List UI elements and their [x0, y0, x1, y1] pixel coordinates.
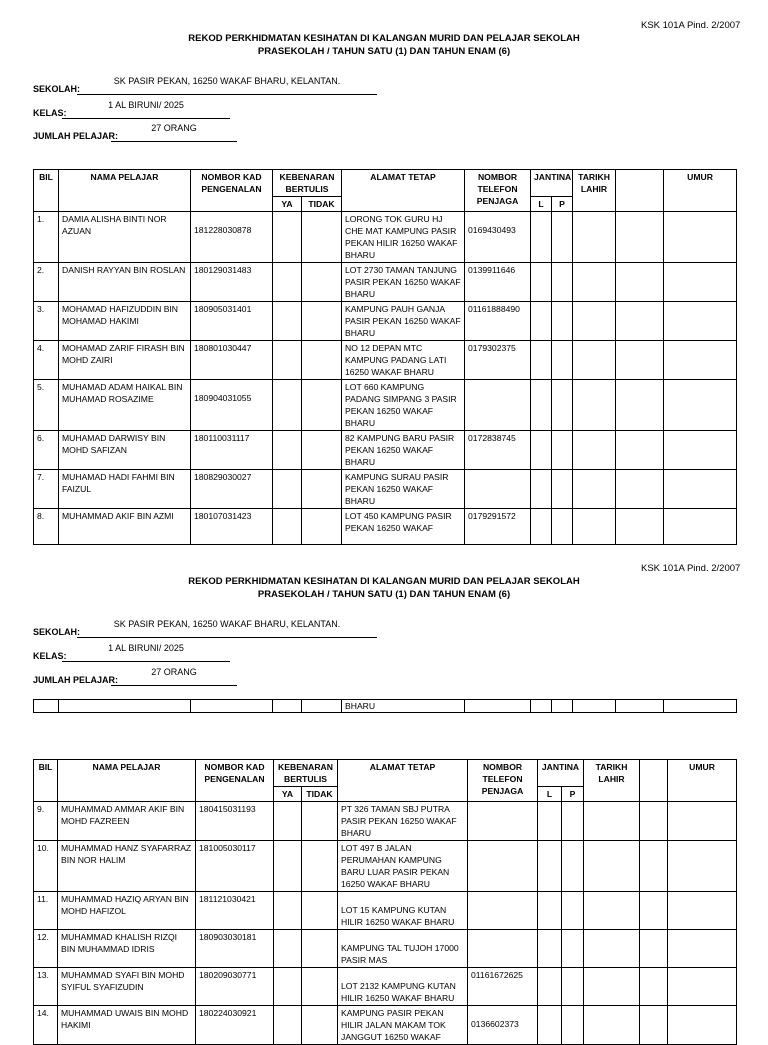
row-tidak — [302, 302, 342, 341]
kelas-value-page2: 1 AL BIRUNI/ 2025 — [108, 643, 184, 653]
row-tidak — [302, 431, 342, 470]
sekolah-field — [77, 76, 377, 95]
row-umur — [668, 930, 737, 968]
row-bil: 6. — [34, 431, 59, 470]
jumlah-label-page2: JUMLAH PELAJAR: — [33, 675, 119, 685]
jumlah-value-page2: 27 ORANG — [151, 667, 197, 677]
row-tidak — [302, 470, 342, 509]
row-jantina-l — [531, 509, 552, 545]
student-table-page1 — [33, 169, 737, 545]
row-nokp: 180903030181 — [196, 930, 274, 968]
header-tidak-page2: TIDAK — [302, 787, 338, 802]
row-tarikh — [573, 212, 616, 263]
row-tarikh — [584, 802, 640, 841]
row-jantina-p — [552, 341, 573, 380]
row-nokp: 180415031193 — [196, 802, 274, 841]
row-blank — [616, 263, 664, 302]
header-nama-page2: NAMA PELAJAR — [58, 760, 196, 802]
row-nokp: 181005030117 — [196, 841, 274, 892]
row-tarikh — [584, 968, 640, 1006]
row-jantina-p — [552, 212, 573, 263]
row-jantina-p — [562, 802, 584, 841]
row-nokp: 181121030421 — [196, 892, 274, 930]
row-nokp: 180905031401 — [191, 302, 273, 341]
row-umur — [664, 263, 737, 302]
row-alamat: KAMPUNG SURAU PASIR PEKAN 16250 WAKAF BHARU — [342, 470, 465, 509]
row-tarikh — [573, 263, 616, 302]
table-row — [34, 968, 737, 1006]
row-ya — [273, 212, 302, 263]
row-tidak — [302, 341, 342, 380]
row-jantina-p — [562, 930, 584, 968]
row-alamat: KAMPUNG PASIR PEKAN HILIR JALAN MAKAM TOK JANGGUT 16250 WAKAF — [338, 1006, 468, 1045]
row-alamat: KAMPUNG TAL TUJOH 17000 PASIR MAS — [338, 930, 468, 968]
row-umur — [668, 802, 737, 841]
header-umur-page2: UMUR — [668, 760, 737, 802]
row-nokp: 181228030878 — [191, 212, 273, 263]
row-bil: 5. — [34, 380, 59, 431]
header-jantina-page2: JANTINA — [538, 760, 584, 787]
row-nokp: 180129031483 — [191, 263, 273, 302]
row-telefon: 0179291572 — [465, 509, 531, 545]
header-jantina: JANTINA — [531, 170, 573, 197]
row-telefon: 0136602373 — [468, 1006, 538, 1045]
table-row — [34, 341, 737, 380]
cont-cell — [273, 700, 302, 713]
table-row — [34, 930, 737, 968]
row-alamat: LOT 15 KAMPUNG KUTAN HILIR 16250 WAKAF BHARU — [338, 892, 468, 930]
row-blank — [640, 892, 668, 930]
row-ya — [273, 380, 302, 431]
header-tarikh: TARIKH LAHIR — [573, 170, 616, 212]
row-tarikh — [573, 431, 616, 470]
header-blank — [616, 170, 664, 212]
header-tidak: TIDAK — [302, 197, 342, 212]
header-nokp: NOMBOR KAD PENGENALAN — [191, 170, 273, 212]
row-bil: 10. — [34, 841, 58, 892]
row-umur — [668, 892, 737, 930]
sekolah-label-page2: SEKOLAH: — [33, 627, 80, 637]
table-row — [34, 263, 737, 302]
row-umur — [668, 841, 737, 892]
row-jantina-l — [538, 802, 562, 841]
header-bil: BIL — [34, 170, 59, 212]
row-alamat: LORONG TOK GURU HJ CHE MAT KAMPUNG PASIR PEKAN HILIR 16250 WAKAF BHARU — [342, 212, 465, 263]
row-bil: 8. — [34, 509, 59, 545]
row-jantina-p — [552, 380, 573, 431]
row-jantina-p — [552, 263, 573, 302]
row-jantina-p — [562, 892, 584, 930]
row-ya — [273, 470, 302, 509]
cont-cell — [616, 700, 664, 713]
header-p-page2: P — [562, 787, 584, 802]
row-umur — [668, 968, 737, 1006]
row-nama: MOHAMAD HAFIZUDDIN BIN MOHAMAD HAKIMI — [59, 302, 191, 341]
row-jantina-l — [538, 930, 562, 968]
row-bil: 12. — [34, 930, 58, 968]
row-tidak — [302, 212, 342, 263]
row-jantina-l — [531, 470, 552, 509]
row-nama: MUHAMMAD HAZIQ ARYAN BIN MOHD HAFIZOL — [58, 892, 196, 930]
header-kebenaran-page2: KEBENARAN BERTULIS — [274, 760, 338, 787]
row-tidak — [302, 380, 342, 431]
row-ya — [274, 1006, 302, 1045]
row-nama: MUHAMAD ADAM HAIKAL BIN MUHAMAD ROSAZIME — [59, 380, 191, 431]
header-alamat-page2: ALAMAT TETAP — [338, 760, 468, 802]
row-umur — [668, 1006, 737, 1045]
row-tidak — [302, 841, 338, 892]
continuation-row-table — [33, 699, 737, 713]
row-blank — [616, 302, 664, 341]
row-bil: 9. — [34, 802, 58, 841]
row-telefon — [468, 841, 538, 892]
row-bil: 1. — [34, 212, 59, 263]
row-nokp: 180829030027 — [191, 470, 273, 509]
row-umur — [664, 212, 737, 263]
table-body-page2 — [34, 802, 737, 1045]
header-tarikh-page2: TARIKH LAHIR — [584, 760, 640, 802]
row-tarikh — [573, 509, 616, 545]
row-ya — [273, 509, 302, 545]
row-nama: MUHAMMAD UWAIS BIN MOHD HAKIMI — [58, 1006, 196, 1045]
row-bil: 14. — [34, 1006, 58, 1045]
continuation-alamat: BHARU — [342, 700, 465, 713]
kelas-label-page2: KELAS: — [33, 651, 67, 661]
row-nama: MUHAMMAD HANZ SYAFARRAZ BIN NOR HALIM — [58, 841, 196, 892]
row-umur — [664, 380, 737, 431]
table-body-page1 — [34, 212, 737, 545]
row-nama: MUHAMMAD SYAFI BIN MOHD SYIFUL SYAFIZUDIN — [58, 968, 196, 1006]
row-tarikh — [584, 1006, 640, 1045]
row-bil: 11. — [34, 892, 58, 930]
row-ya — [274, 930, 302, 968]
row-tarikh — [573, 341, 616, 380]
row-jantina-l — [531, 341, 552, 380]
row-blank — [640, 930, 668, 968]
jumlah-label: JUMLAH PELAJAR: — [33, 131, 119, 141]
row-telefon: 0179302375 — [465, 341, 531, 380]
row-nama: MUHAMMAD AKIF BIN AZMI — [59, 509, 191, 545]
row-nama: DANISH RAYYAN BIN ROSLAN — [59, 263, 191, 302]
row-tarikh — [573, 380, 616, 431]
row-blank — [616, 212, 664, 263]
row-alamat: LOT 497 B JALAN PERUMAHAN KAMPUNG BARU LUAR PASIR PEKAN 16250 WAKAF BHARU — [338, 841, 468, 892]
sekolah-value: SK PASIR PEKAN, 16250 WAKAF BHARU, KELANTAN. — [113, 76, 341, 86]
row-alamat: LOT 660 KAMPUNG PADANG SIMPANG 3 PASIR PEKAN 16250 WAKAF BHARU — [342, 380, 465, 431]
row-nama: MUHAMMAD KHALISH RIZQI BIN MUHAMMAD IDRIS — [58, 930, 196, 968]
row-tidak — [302, 1006, 338, 1045]
row-blank — [616, 341, 664, 380]
row-telefon: 01161888490 — [465, 302, 531, 341]
header-bil-page2: BIL — [34, 760, 58, 802]
row-tarikh — [584, 892, 640, 930]
header-kebenaran: KEBENARAN BERTULIS — [273, 170, 342, 197]
row-telefon — [468, 930, 538, 968]
row-jantina-l — [531, 212, 552, 263]
row-blank — [640, 841, 668, 892]
table-row — [34, 841, 737, 892]
table-row — [34, 212, 737, 263]
row-ya — [274, 841, 302, 892]
row-alamat: LOT 450 KAMPUNG PASIR PEKAN 16250 WAKAF — [342, 509, 465, 545]
cont-cell — [302, 700, 342, 713]
table-row — [34, 470, 737, 509]
row-alamat: PT 326 TAMAN SBJ PUTRA PASIR PEKAN 16250 WAKAF BHARU — [338, 802, 468, 841]
row-tidak — [302, 802, 338, 841]
row-nama: MUHAMAD DARWISY BIN MOHD SAFIZAN — [59, 431, 191, 470]
row-telefon — [468, 802, 538, 841]
row-jantina-p — [552, 470, 573, 509]
row-blank — [640, 1006, 668, 1045]
row-nama: DAMIA ALISHA BINTI NOR AZUAN — [59, 212, 191, 263]
row-tarikh — [573, 302, 616, 341]
row-nama: MUHAMAD HADI FAHMI BIN FAIZUL — [59, 470, 191, 509]
kelas-field — [62, 100, 230, 119]
row-blank — [616, 470, 664, 509]
row-nokp: 180224030921 — [196, 1006, 274, 1045]
row-blank — [616, 431, 664, 470]
row-tidak — [302, 509, 342, 545]
row-blank — [616, 509, 664, 545]
row-jantina-p — [562, 841, 584, 892]
row-alamat: LOT 2730 TAMAN TANJUNG PASIR PEKAN 16250 WAKAF BHARU — [342, 263, 465, 302]
cont-cell — [531, 700, 552, 713]
row-umur — [664, 431, 737, 470]
row-nokp: 180904031055 — [191, 380, 273, 431]
jumlah-value: 27 ORANG — [151, 123, 197, 133]
row-ya — [273, 302, 302, 341]
row-jantina-l — [531, 380, 552, 431]
cont-cell — [552, 700, 573, 713]
cont-cell — [191, 700, 273, 713]
header-p: P — [552, 197, 573, 212]
title-line-2: PRASEKOLAH / TAHUN SATU (1) DAN TAHUN ENAM (6) — [257, 46, 511, 57]
row-jantina-p — [552, 509, 573, 545]
table-row — [34, 802, 737, 841]
row-nama: MUHAMMAD AMMAR AKIF BIN MOHD FAZREEN — [58, 802, 196, 841]
row-ya — [274, 968, 302, 1006]
row-bil: 13. — [34, 968, 58, 1006]
sekolah-field-page2 — [77, 619, 377, 638]
cont-cell — [465, 700, 531, 713]
cont-cell — [664, 700, 737, 713]
kelas-value: 1 AL BIRUNI/ 2025 — [108, 100, 184, 110]
row-nokp: 180801030447 — [191, 341, 273, 380]
kelas-label: KELAS: — [33, 108, 67, 118]
row-tidak — [302, 968, 338, 1006]
row-umur — [664, 470, 737, 509]
row-jantina-p — [552, 431, 573, 470]
jumlah-field-page2 — [111, 667, 237, 686]
table-row — [34, 302, 737, 341]
row-nokp: 180110031117 — [191, 431, 273, 470]
row-tarikh — [584, 841, 640, 892]
sekolah-value-page2: SK PASIR PEKAN, 16250 WAKAF BHARU, KELANTAN. — [113, 619, 341, 629]
row-tidak — [302, 263, 342, 302]
cont-cell — [59, 700, 191, 713]
row-telefon — [465, 380, 531, 431]
header-alamat: ALAMAT TETAP — [342, 170, 465, 212]
header-telefon: NOMBOR TELEFON PENJAGA — [465, 170, 531, 212]
row-blank — [640, 968, 668, 1006]
header-nama: NAMA PELAJAR — [59, 170, 191, 212]
row-umur — [664, 302, 737, 341]
row-umur — [664, 341, 737, 380]
header-ya-page2: YA — [274, 787, 302, 802]
header-telefon-page2: NOMBOR TELEFON PENJAGA — [468, 760, 538, 802]
row-tidak — [302, 892, 338, 930]
row-jantina-l — [531, 302, 552, 341]
row-jantina-l — [538, 892, 562, 930]
header-l: L — [531, 197, 552, 212]
row-alamat: NO 12 DEPAN MTC KAMPUNG PADANG LATI 16250 WAKAF BHARU — [342, 341, 465, 380]
row-jantina-p — [562, 968, 584, 1006]
row-tarikh — [573, 470, 616, 509]
form-reference-2: KSK 101A Pind. 2/2007 — [641, 563, 741, 574]
table-row — [34, 892, 737, 930]
header-ya: YA — [273, 197, 302, 212]
row-ya — [273, 263, 302, 302]
row-telefon — [465, 470, 531, 509]
row-telefon: 01161672625 — [468, 968, 538, 1006]
row-nokp: 180209030771 — [196, 968, 274, 1006]
title-line-2-page2: PRASEKOLAH / TAHUN SATU (1) DAN TAHUN ENAM (6) — [257, 589, 511, 600]
row-jantina-l — [531, 431, 552, 470]
header-umur: UMUR — [664, 170, 737, 212]
row-jantina-l — [538, 1006, 562, 1045]
jumlah-field — [111, 123, 237, 142]
row-jantina-p — [552, 302, 573, 341]
row-ya — [274, 802, 302, 841]
row-tarikh — [584, 930, 640, 968]
sekolah-label: SEKOLAH: — [33, 84, 80, 94]
row-bil: 2. — [34, 263, 59, 302]
form-reference: KSK 101A Pind. 2/2007 — [641, 20, 741, 31]
row-jantina-l — [538, 968, 562, 1006]
row-ya — [273, 431, 302, 470]
header-l-page2: L — [538, 787, 562, 802]
row-telefon — [468, 892, 538, 930]
title-line-1-page2: REKOD PERKHIDMATAN KESIHATAN DI KALANGAN MURID DAN PELAJAR SEKOLAH — [188, 576, 580, 587]
table-row — [34, 380, 737, 431]
row-bil: 4. — [34, 341, 59, 380]
row-alamat: KAMPUNG PAUH GANJA PASIR PEKAN 16250 WAKAF BHARU — [342, 302, 465, 341]
cont-cell — [34, 700, 59, 713]
header-blank-page2 — [640, 760, 668, 802]
row-jantina-p — [562, 1006, 584, 1045]
student-table-page2 — [33, 759, 737, 1045]
row-nama: MOHAMAD ZARIF FIRASH BIN MOHD ZAIRI — [59, 341, 191, 380]
header-nokp-page2: NOMBOR KAD PENGENALAN — [196, 760, 274, 802]
kelas-field-page2 — [62, 643, 230, 662]
title-line-1: REKOD PERKHIDMATAN KESIHATAN DI KALANGAN MURID DAN PELAJAR SEKOLAH — [188, 33, 580, 44]
row-telefon: 0169430493 — [465, 212, 531, 263]
row-ya — [273, 341, 302, 380]
row-alamat: LOT 2132 KAMPUNG KUTAN HILIR 16250 WAKAF BHARU — [338, 968, 468, 1006]
row-blank — [616, 380, 664, 431]
row-bil: 7. — [34, 470, 59, 509]
table-row — [34, 431, 737, 470]
row-bil: 3. — [34, 302, 59, 341]
row-umur — [664, 509, 737, 545]
row-jantina-l — [538, 841, 562, 892]
table-row — [34, 509, 737, 545]
row-jantina-l — [531, 263, 552, 302]
row-ya — [274, 892, 302, 930]
row-tidak — [302, 930, 338, 968]
cont-cell — [573, 700, 616, 713]
row-alamat: 82 KAMPUNG BARU PASIR PEKAN 16250 WAKAF BHARU — [342, 431, 465, 470]
row-nokp: 180107031423 — [191, 509, 273, 545]
table-row — [34, 1006, 737, 1045]
row-telefon: 0172838745 — [465, 431, 531, 470]
row-telefon: 0139911646 — [465, 263, 531, 302]
row-blank — [640, 802, 668, 841]
